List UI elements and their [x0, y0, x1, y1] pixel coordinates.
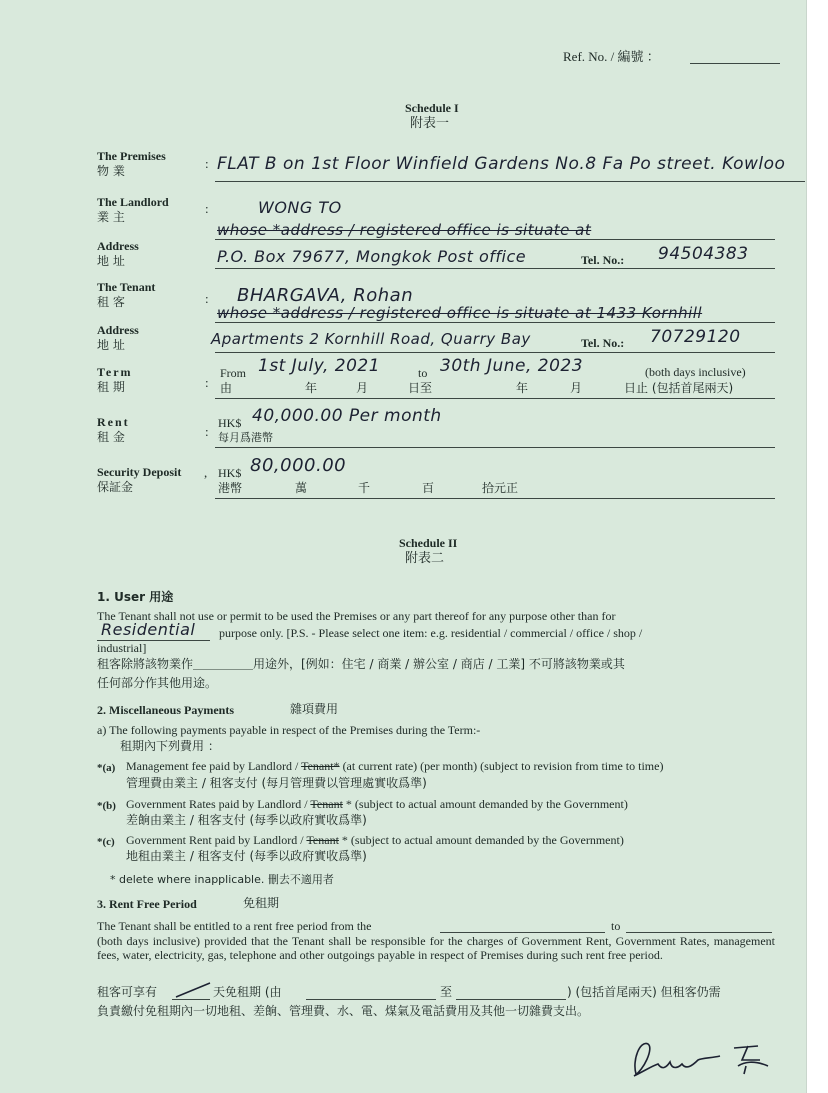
rent-label-zh: 租 金	[97, 430, 125, 444]
s2-a-zh: 租期內下列費用 ：	[120, 739, 220, 753]
ref-no-label: Ref. No. / 編號 ：	[563, 49, 660, 64]
page-right-margin	[806, 0, 828, 1093]
deposit-zh-dollars: 拾元正	[482, 481, 519, 495]
signature-mark	[622, 1030, 782, 1085]
term-zh-month2: 月	[570, 381, 583, 395]
s2-ic-text	[126, 834, 624, 847]
landlord-value: WONG TO	[258, 198, 342, 217]
term-line	[215, 398, 775, 399]
landlord-label: The Landlord	[97, 195, 169, 209]
s3-days-dash-mark	[174, 980, 214, 1000]
s3-zh1a: 租客可享有	[97, 985, 158, 999]
s2-note: * delete where inapplicable. 刪去不適用者	[110, 873, 334, 886]
tenant-address-intro: whose *address / registered office is situate at 1433 Kornhill	[217, 304, 703, 322]
deposit-value: 80,000.00	[250, 455, 347, 476]
premises-label-zh: 物 業	[97, 164, 125, 178]
tenant-line-1	[215, 322, 775, 323]
premises-value: FLAT B on 1st Floor Winfield Gardens No.8 Fa Po street. Kowloo	[217, 154, 786, 174]
term-zh-from: 由	[220, 381, 233, 395]
term-zh-year2: 年	[516, 381, 529, 395]
tenant-colon: :	[205, 291, 209, 306]
s1-text3: industrial]	[97, 641, 147, 655]
s2-ic-en1: Government Rent paid by Landlord /	[126, 833, 304, 847]
landlord-address-label: Address	[97, 239, 139, 253]
deposit-label-zh: 保証金	[97, 480, 134, 494]
rent-line	[215, 447, 775, 448]
term-from-value: 1st July, 2021	[258, 356, 381, 376]
schedule1-title: Schedule I	[405, 101, 459, 115]
s3-zh1b: 天免租期 (由	[213, 985, 282, 999]
premises-colon: :	[205, 156, 209, 171]
s3-t3: Government Rates, management fees, water, electricity, gas, telephone and other outgoings payable in respect of	[97, 934, 776, 963]
s3-t2: (both days inclusive) provided that the Tenant shall be responsible for the charges of Government Rent,	[97, 934, 612, 948]
s3-zh-to-line	[456, 999, 566, 1000]
term-from-label: From	[220, 366, 247, 380]
tenant-label: The Tenant	[97, 280, 156, 294]
landlord-address-value: P.O. Box 79677, Mongkok Post office	[217, 247, 527, 266]
rent-colon: :	[205, 424, 209, 439]
rent-value: 40,000.00 Per month	[252, 406, 442, 426]
landlord-label-zh: 業 主	[97, 210, 125, 224]
tenant-address-label-zh: 地 址	[97, 338, 125, 352]
s3-zh1d: ) (包括首尾兩天) 但租客仍需	[567, 985, 721, 999]
ref-no-line	[690, 63, 780, 64]
tenant-address-value: Apartments 2 Kornhill Road, Quarry Bay	[211, 330, 531, 348]
s2-ia-en1: Management fee paid by Landlord /	[126, 759, 299, 773]
s3-heading-en: 3. Rent Free Period	[97, 897, 197, 911]
s2-ia-zh: 管理費由業主 / 租客支付 (每月管理費以管理處實收爲準)	[126, 776, 427, 790]
s2-ia-struck: Tenant*	[301, 759, 340, 773]
s3-heading-zh: 免租期	[243, 896, 280, 910]
s3-t4: Premises during such rent free period.	[480, 948, 663, 963]
deposit-zh-hkd: 港幣	[218, 481, 243, 495]
s3-zh1c: 至	[440, 985, 453, 999]
landlord-line-1	[215, 239, 775, 240]
s2-ia-en2: (at current rate) (per month) (subject to revision from time to time)	[342, 759, 664, 773]
schedule2-title-zh: 附表二	[405, 551, 445, 566]
deposit-label: Security Deposit	[97, 465, 182, 479]
s2-ia-marker: *(a)	[97, 762, 116, 774]
term-zh-day2: 日止 (包括首尾兩天)	[624, 381, 734, 395]
landlord-tel-value: 94504383	[658, 244, 749, 264]
s2-ib-text	[126, 798, 628, 811]
rent-prefix: HK$	[218, 416, 242, 430]
term-zh-month1: 月	[356, 381, 369, 395]
tenant-tel-label: Tel. No.:	[581, 336, 625, 350]
tenant-label-zh: 租 客	[97, 295, 125, 309]
s3-zh-from-line	[306, 999, 436, 1000]
term-colon: :	[205, 375, 209, 390]
deposit-line	[215, 498, 775, 499]
landlord-colon: :	[205, 201, 209, 216]
rent-label: Rent	[97, 415, 130, 429]
s3-paragraph	[97, 934, 775, 963]
deposit-zh-qian: 千	[358, 481, 371, 495]
s1-zh1: 租客除將該物業作＿＿＿＿＿用途外，[例如：住宅 / 商業 / 辦公室 / 商店 / 工業] 不可將該物業或其	[97, 657, 625, 671]
s2-ic-zh: 地租由業主 / 租客支付 (每季以政府實收爲準)	[126, 849, 367, 863]
term-to-label: to	[418, 366, 428, 380]
s3-t1a: The Tenant shall be entitled to a rent free period from the	[97, 919, 372, 933]
term-label-zh: 租 期	[97, 380, 125, 394]
s1-zh2: 任何部分作其他用途。	[97, 676, 218, 690]
s2-ic-struck: Tenant	[306, 833, 339, 847]
s2-heading-zh: 雜項費用	[290, 702, 339, 716]
premises-line	[215, 181, 805, 182]
term-to-value: 30th June, 2023	[440, 356, 584, 376]
deposit-zh-bai: 百	[422, 481, 435, 495]
s2-ib-zh: 差餉由業主 / 租客支付 (每季以政府實收爲準)	[126, 813, 367, 827]
s1-heading: 1. User 用途	[97, 590, 174, 604]
s2-ib-en1: Government Rates paid by Landlord /	[126, 797, 308, 811]
deposit-prefix: HK$	[218, 466, 242, 480]
landlord-line-2	[215, 268, 775, 269]
s2-ib-marker: *(b)	[97, 800, 116, 812]
s1-text2: purpose only. [P.S. - Please select one item: e.g. residential / commercial / office / shop /	[219, 626, 643, 640]
s2-ia-text	[126, 760, 663, 773]
s2-ib-en2: * (subject to actual amount demanded by the Government)	[345, 797, 628, 811]
landlord-address-label-zh: 地 址	[97, 254, 125, 268]
term-inclusive: (both days inclusive)	[645, 365, 746, 379]
tenant-line-2	[215, 352, 775, 353]
s2-heading-en: 2. Miscellaneous Payments	[97, 703, 234, 717]
s2-a-en: a) The following payments payable in respect of the Premises during the Term:-	[97, 723, 481, 737]
deposit-zh-wan: 萬	[295, 481, 308, 495]
s3-t1b: to	[611, 919, 621, 933]
landlord-address-intro: whose *address / registered office is situate at	[217, 221, 592, 239]
s2-ic-marker: *(c)	[97, 836, 115, 848]
term-zh-year1: 年	[305, 381, 318, 395]
term-zh-day1: 日至	[408, 381, 433, 395]
s3-from-line	[440, 932, 605, 933]
s2-ic-en2: * (subject to actual amount demanded by the Government)	[341, 833, 624, 847]
schedule1-title-zh: 附表一	[410, 116, 450, 131]
rent-note-zh: 每月爲港幣	[218, 431, 273, 444]
deposit-colon: ,	[204, 465, 208, 480]
landlord-tel-label: Tel. No.:	[581, 253, 625, 267]
premises-label: The Premises	[97, 149, 166, 163]
s1-text1: The Tenant shall not use or permit to be used the Premises or any part thereof for any purpose other than for	[97, 609, 616, 623]
s3-to-line	[626, 932, 772, 933]
tenant-address-label: Address	[97, 323, 139, 337]
tenant-value: BHARGAVA, Rohan	[237, 285, 414, 306]
s1-user-value: Residential	[101, 620, 196, 639]
term-label: Term	[97, 365, 133, 379]
schedule2-title: Schedule II	[399, 536, 458, 550]
s2-ib-struck: Tenant	[310, 797, 343, 811]
s3-zh2: 負責繳付免租期內一切地租、差餉、管理費、水、電、煤氣及電話費用及其他一切雜費支出。	[97, 1004, 590, 1018]
tenant-tel-value: 70729120	[650, 327, 741, 347]
